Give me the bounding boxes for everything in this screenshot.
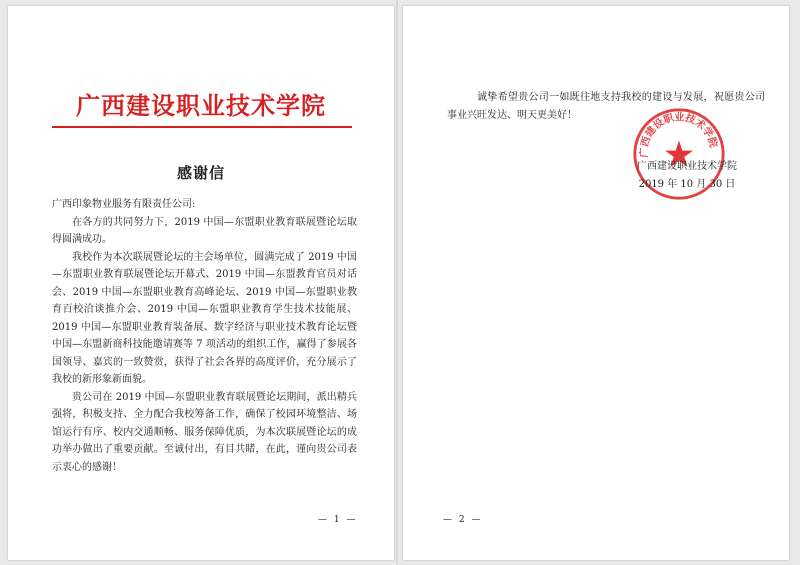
letterhead-red-line bbox=[52, 126, 352, 128]
signature-date: 2019 年 10 月 30 日 bbox=[638, 179, 736, 190]
body-paragraph: 我校作为本次联展暨论坛的主会场单位，圆满完成了 2019 中国—东盟职业教育联展暨论坛开幕式、2019 中国—东盟教育官员对话会、2019 中国—东盟职业教育高峰论坛、2019 中国—东盟职业教育百校洽谈推介会、2019 中国—东盟职业教育学生技术技能展、2019 中国—东盟职业教育装备展、数字经济与职业技术教育论坛暨中国—东盟新商科技能邀请赛等 7 项活动的组织工作，赢得了参展各国领导、嘉宾的一致赞赏，获得了社会各界的高度评价，充分展示了我校的新形象新面貌。 bbox=[52, 251, 357, 385]
seal-text: 广西建设职业技术学院 bbox=[639, 112, 719, 158]
page-number: — 2 — bbox=[443, 515, 483, 525]
closing-paragraph: 诚挚希望贵公司一如既往地支持我校的建设与发展，祝愿贵公司事业兴旺发达、明天更美好！ bbox=[447, 92, 765, 121]
page-number: — 1 — bbox=[318, 515, 358, 525]
letterhead-title: 广西建设职业技术学院 bbox=[76, 91, 326, 120]
page-1 bbox=[8, 6, 394, 560]
page-gutter bbox=[396, 0, 398, 565]
body-paragraph: 贵公司在 2019 中国—东盟职业教育联展暨论坛期间，派出精兵强将，积极支持、全力配合我校筹备工作，确保了校园环境整洁、场馆运行有序、校内交通顺畅、服务保障优质，为本次联展暨论坛的成功举办做出了重要贡献。至诚付出，有目共睹，在此，谨向贵公司表示衷心的感谢！ bbox=[52, 391, 357, 473]
page-2 bbox=[403, 6, 789, 560]
salutation: 广西印象物业服务有限责任公司: bbox=[52, 199, 196, 210]
letter-body bbox=[52, 196, 357, 476]
signature-organization: 广西建设职业技术学院 bbox=[637, 161, 737, 172]
letter-title: 感谢信 bbox=[176, 164, 225, 182]
signature-block bbox=[617, 158, 757, 194]
body-paragraph: 在各方的共同努力下，2019 中国—东盟职业教育联展暨论坛取得圆满成功。 bbox=[52, 216, 357, 245]
